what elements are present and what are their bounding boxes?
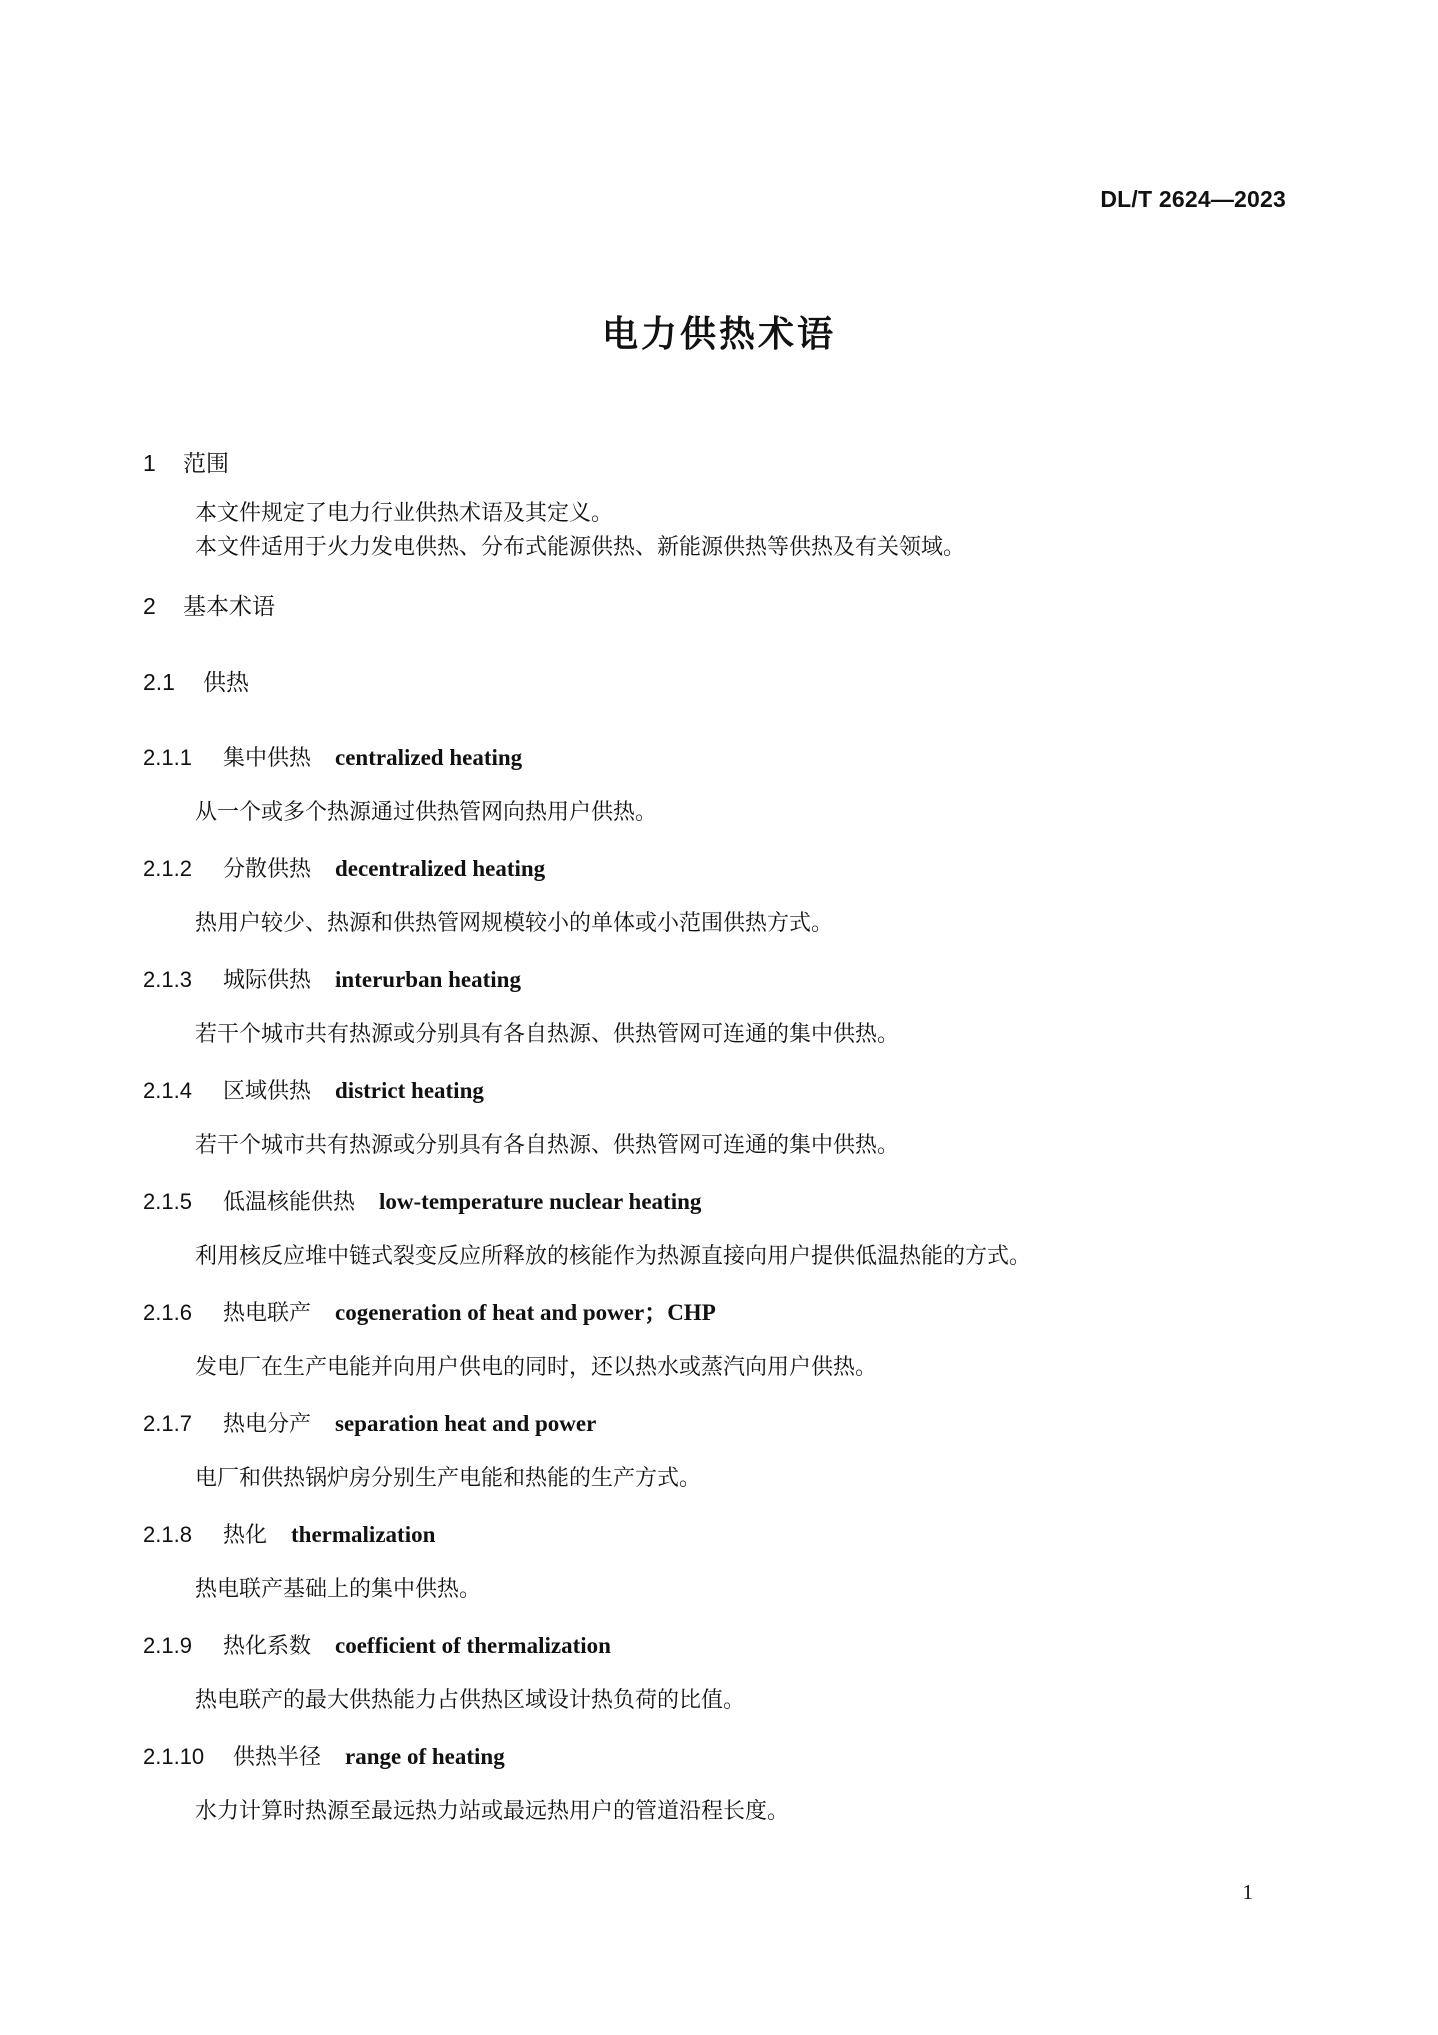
page-number: 1: [1242, 1880, 1253, 1904]
terms-list: [143, 698, 1293, 1827]
subsection-heading: [143, 667, 1293, 698]
document-body: [143, 448, 1293, 1827]
term-heading: [143, 854, 1293, 885]
term-english: thermalization: [291, 1522, 436, 1547]
term-number: 2.1.5: [143, 1189, 192, 1214]
term-definition: 热电联产基础上的集中供热。: [195, 1577, 482, 1602]
scope-paragraph: 本文件规定了电力行业供热术语及其定义。: [195, 501, 614, 526]
section-number: 1: [143, 450, 156, 476]
term-chinese: 热电联产: [223, 1301, 312, 1326]
term-english: cogeneration of heat and power；CHP: [335, 1300, 716, 1325]
term-definition: 热用户较少、热源和供热管网规模较小的单体或小范围供热方式。: [195, 911, 834, 936]
term-number: 2.1.6: [143, 1300, 192, 1325]
term-definition: 若干个城市共有热源或分别具有各自热源、供热管网可连通的集中供热。: [195, 1022, 900, 1047]
term-heading: [143, 1520, 1293, 1551]
section-title: 基本术语: [183, 594, 275, 620]
term-number: 2.1.4: [143, 1078, 192, 1103]
term-number: 2.1.9: [143, 1633, 192, 1658]
term-number: 2.1.7: [143, 1411, 192, 1436]
section-title: 范围: [183, 451, 229, 477]
term-english: district heating: [335, 1078, 484, 1103]
term-chinese: 低温核能供热: [223, 1190, 356, 1215]
term-chinese: 热电分产: [223, 1412, 312, 1437]
term-heading: [143, 1631, 1293, 1662]
term-chinese: 分散供热: [223, 857, 312, 882]
term-heading: [143, 1742, 1293, 1773]
term-english: centralized heating: [335, 745, 523, 770]
term-number: 2.1.10: [143, 1744, 205, 1769]
term-number: 2.1.1: [143, 745, 192, 770]
term-definition: 从一个或多个热源通过供热管网向热用户供热。: [195, 800, 658, 825]
term-number: 2.1.8: [143, 1522, 192, 1547]
term-chinese: 区域供热: [223, 1079, 312, 1104]
term-heading: [143, 743, 1293, 774]
term-definition: 热电联产的最大供热能力占供热区域设计热负荷的比值。: [195, 1688, 746, 1713]
section-1-heading: [143, 448, 1293, 479]
term-heading: [143, 1187, 1293, 1218]
term-chinese: 集中供热: [223, 746, 312, 771]
term-heading: [143, 1409, 1293, 1440]
section-2-heading: [143, 591, 1293, 622]
term-definition: 水力计算时热源至最远热力站或最远热用户的管道沿程长度。: [195, 1799, 790, 1824]
term-english: range of heating: [345, 1744, 505, 1769]
term-english: coefficient of thermalization: [335, 1633, 611, 1658]
subsection-number: 2.1: [143, 669, 175, 695]
term-chinese: 热化: [223, 1523, 268, 1548]
document-title: 电力供热术语: [601, 314, 836, 355]
term-chinese: 城际供热: [223, 968, 312, 993]
term-english: separation heat and power: [335, 1411, 597, 1436]
term-heading: [143, 1076, 1293, 1107]
term-definition: 若干个城市共有热源或分别具有各自热源、供热管网可连通的集中供热。: [195, 1133, 900, 1158]
term-definition: 利用核反应堆中链式裂变反应所释放的核能作为热源直接向用户提供低温热能的方式。: [195, 1244, 1032, 1269]
term-english: low-temperature nuclear heating: [379, 1189, 702, 1214]
term-number: 2.1.3: [143, 967, 192, 992]
term-chinese: 热化系数: [223, 1634, 312, 1659]
term-heading: [143, 1298, 1293, 1329]
term-heading: [143, 965, 1293, 996]
term-english: decentralized heating: [335, 856, 546, 881]
term-chinese: 供热半径: [233, 1745, 322, 1770]
section-number: 2: [143, 593, 156, 619]
scope-paragraph: 本文件适用于火力发电供热、分布式能源供热、新能源供热等供热及有关领域。: [195, 535, 966, 560]
term-definition: 发电厂在生产电能并向用户供电的同时，还以热水或蒸汽向用户供热。: [195, 1355, 878, 1380]
term-number: 2.1.2: [143, 856, 192, 881]
subsection-title: 供热: [203, 670, 249, 696]
term-definition: 电厂和供热锅炉房分别生产电能和热能的生产方式。: [195, 1466, 702, 1491]
term-english: interurban heating: [335, 967, 521, 992]
standard-code: DL/T 2624—2023: [1100, 186, 1286, 212]
